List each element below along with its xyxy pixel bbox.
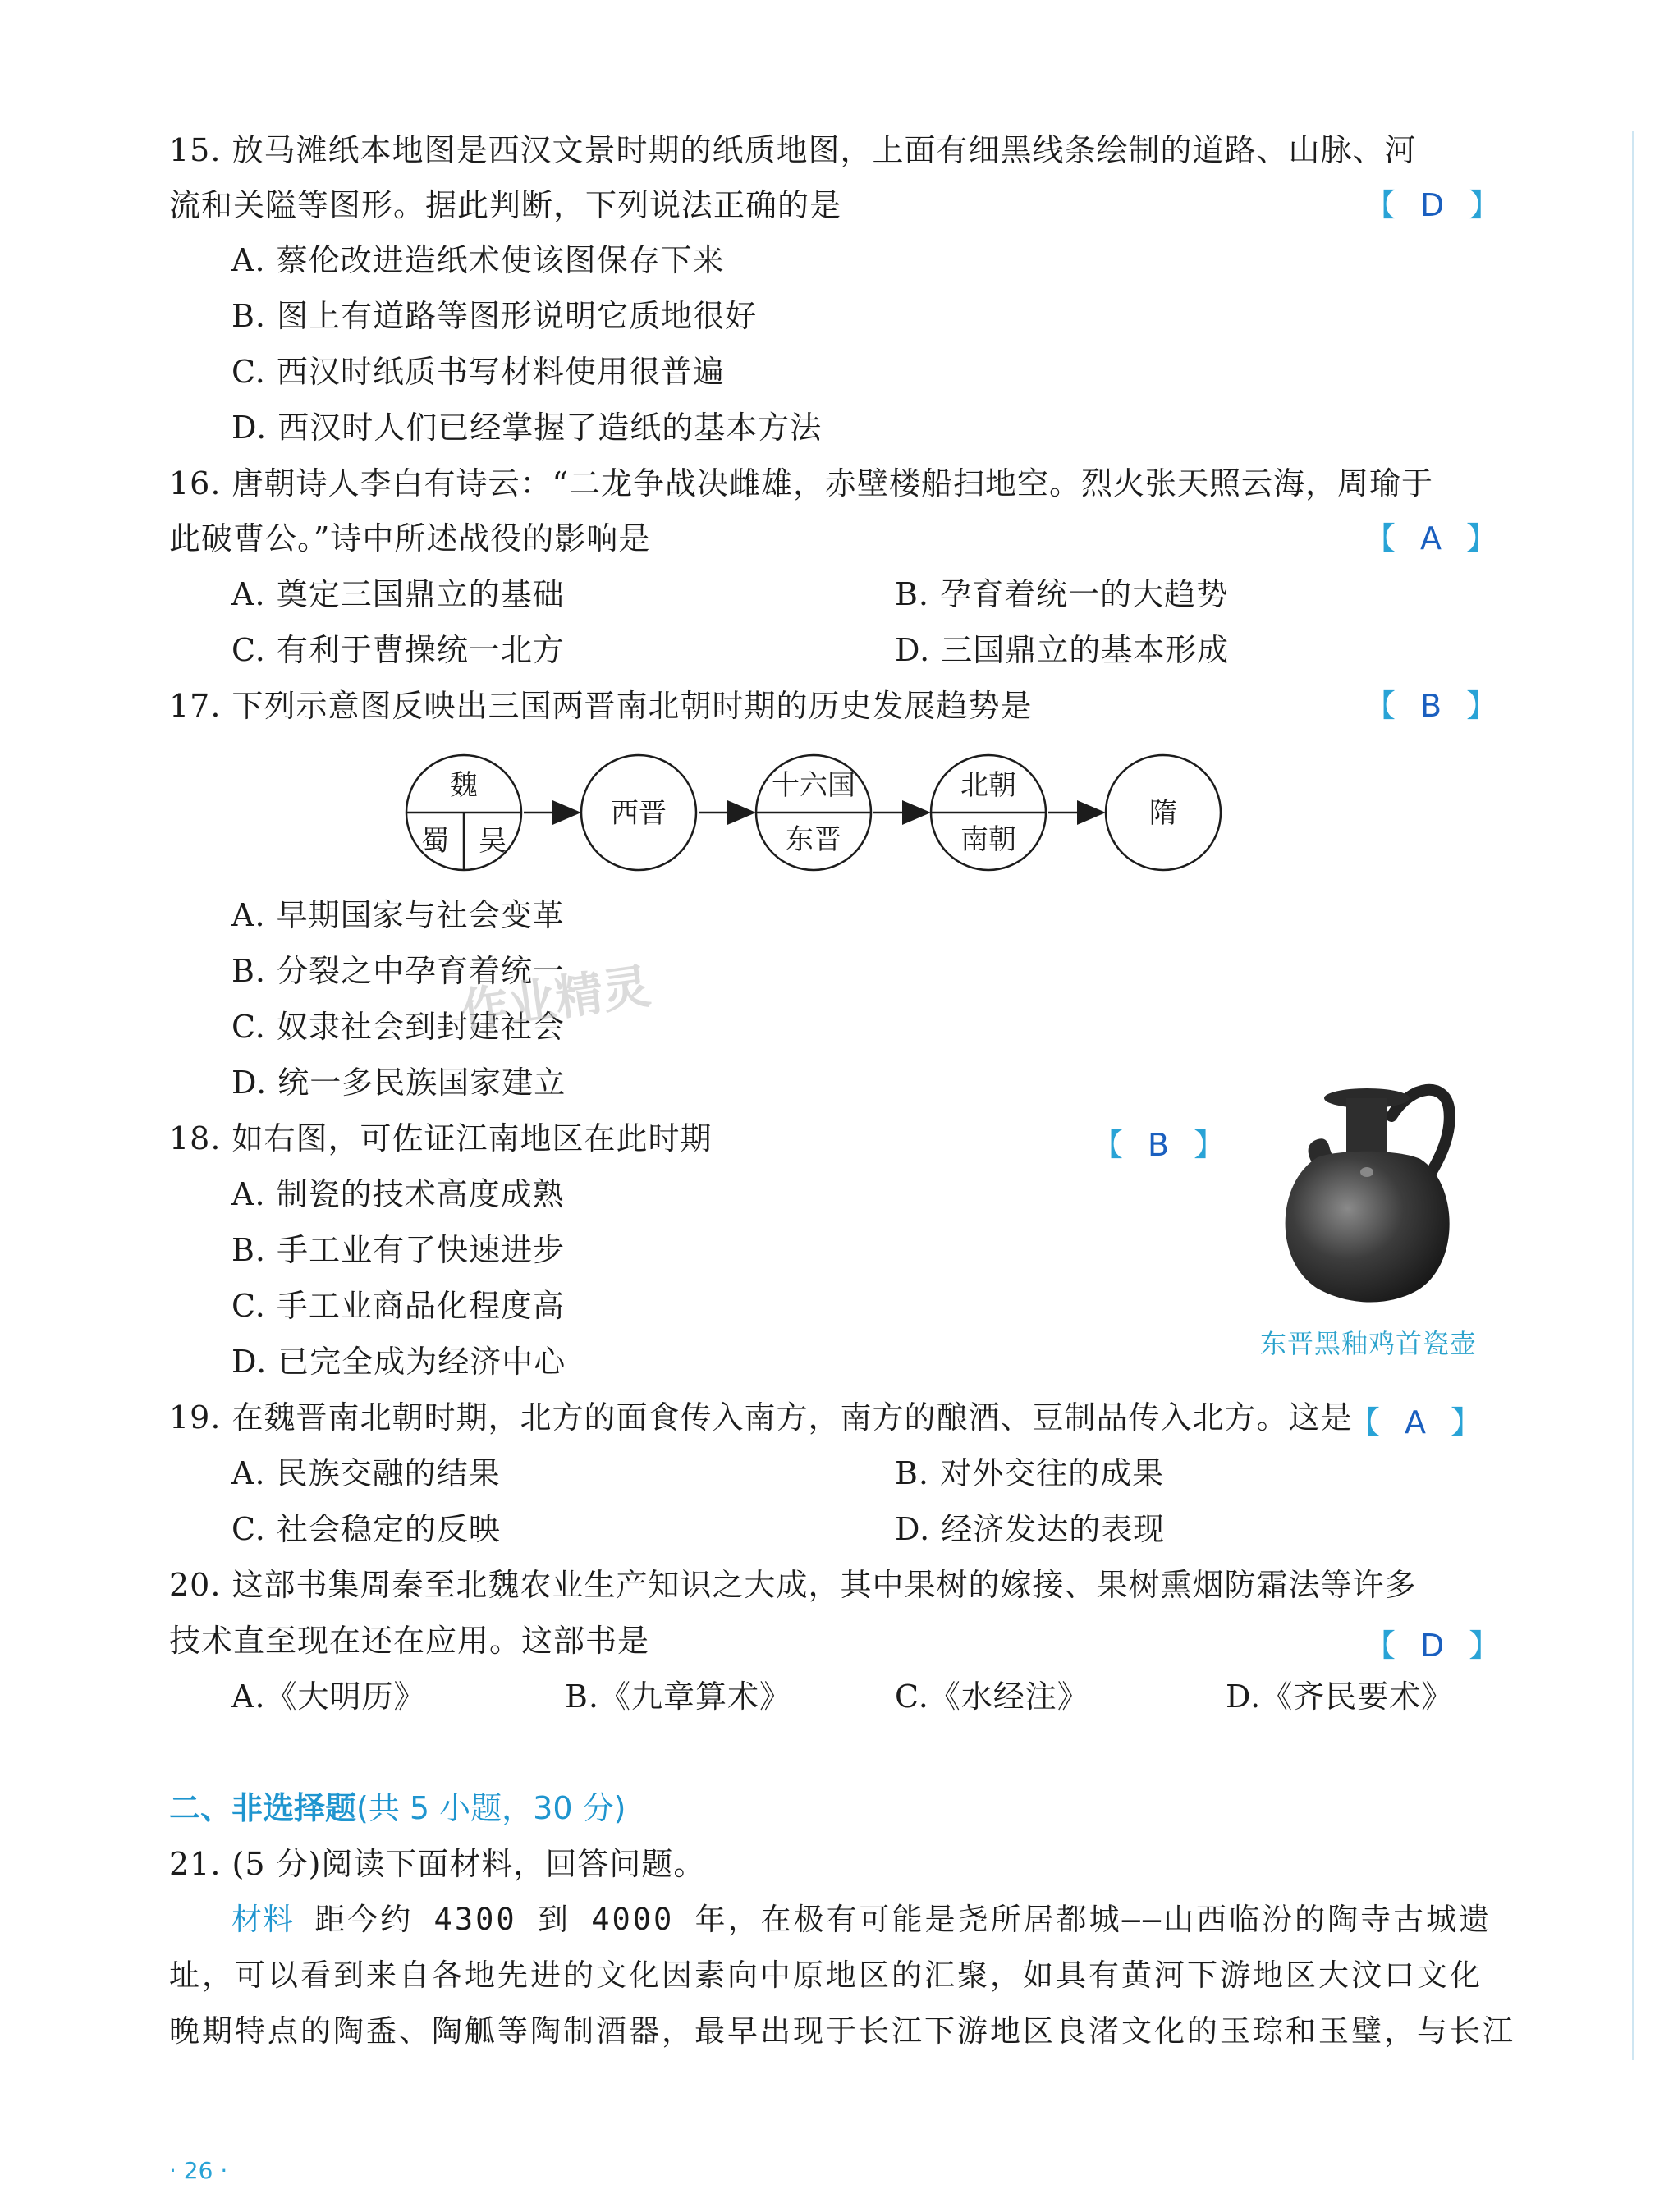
q20-option-c: C.《水经注》 [895, 1678, 1089, 1715]
q20-stem-line1: 20. 这部书集周秦至北魏农业生产知识之大成，其中果树的嫁接、果树熏烟防霜法等许多 [169, 1567, 1417, 1603]
q15-option-d: D. 西汉时人们已经掌握了造纸的基本方法 [231, 410, 823, 446]
q20-option-d: D.《齐民要术》 [1226, 1678, 1454, 1715]
label-sui: 隋 [1149, 797, 1177, 830]
page-number: · 26 · [169, 2157, 228, 2184]
q18-option-c: C. 手工业商品化程度高 [231, 1288, 565, 1324]
q20-option-a: A.《大明历》 [231, 1678, 426, 1715]
q17-stem: 17. 下列示意图反映出三国两晋南北朝时期的历史发展趋势是 [169, 688, 1033, 724]
q18-answer-letter: B [1148, 1127, 1170, 1163]
q18-option-a: A. 制瓷的技术高度成熟 [231, 1176, 565, 1212]
black-glazed-ewer-image [1268, 1067, 1465, 1313]
label-western-jin: 西晋 [611, 797, 667, 830]
material-text-line1: 距今约 4300 到 4000 年，在极有可能是尧所居都城——山西临汾的陶寺古城遗 [294, 1902, 1492, 1937]
q16-option-a: A. 奠定三国鼎立的基础 [231, 576, 565, 612]
q19-option-d: D. 经济发达的表现 [895, 1511, 1166, 1547]
q17-option-a: A. 早期国家与社会变革 [231, 897, 565, 933]
q16-option-d: D. 三国鼎立的基本形成 [895, 632, 1230, 668]
q16-option-b: B. 孕育着统一的大趋势 [895, 576, 1229, 612]
page-edge-line [1632, 131, 1634, 2060]
q21-material-line2: 址，可以看到来自各地先进的文化因素向中原地区的汇聚，如具有黄河下游地区大汶口文化 [169, 1958, 1483, 1993]
q17-answer-letter: B [1420, 688, 1442, 724]
q20-answer-letter: D [1420, 1628, 1445, 1664]
material-label: 材料 [231, 1902, 294, 1937]
q15-option-b: B. 图上有道路等图形说明它质地很好 [231, 298, 758, 334]
q15-stem-line2: 流和关隘等图形。据此判断，下列说法正确的是 [169, 187, 842, 223]
q16-stem-line2: 此破曹公。”诗中所述战役的影响是 [169, 520, 651, 556]
section-title-main: 二、非选择题 [169, 1790, 357, 1826]
q16-answer-letter: A [1420, 520, 1442, 556]
q15-answer: 【 D 】 [1364, 187, 1501, 223]
q15-answer-letter: D [1420, 187, 1445, 223]
label-sixteen-kingdoms: 十六国 [772, 769, 855, 802]
section-title [169, 1788, 626, 1829]
label-wei: 魏 [450, 769, 478, 802]
q16-stem-line1: 16. 唐朝诗人李白有诗云：“二龙争战决雌雄，赤壁楼船扫地空。烈火张天照云海，周瑜于 [169, 465, 1433, 501]
q21-stem: 21. (5 分)阅读下面材料，回答问题。 [169, 1846, 706, 1882]
label-wu: 吴 [479, 825, 507, 858]
q18-stem: 18. 如右图，可佐证江南地区在此时期 [169, 1120, 713, 1156]
watermark: 作业精灵 [457, 958, 654, 1040]
q21-material-line3: 晚期特点的陶盉、陶觚等陶制酒器，最早出现于长江下游地区良渚文化的玉琮和玉璧，与长江 [169, 2013, 1515, 2049]
q19-stem: 19. 在魏晋南北朝时期，北方的面食传入南方，南方的酿酒、豆制品传入北方。这是 [169, 1399, 1353, 1436]
q18-option-b: B. 手工业有了快速进步 [231, 1232, 566, 1268]
q20-answer: 【 D 】 [1364, 1628, 1501, 1664]
q17-answer: 【 B 】 [1364, 688, 1498, 724]
label-northern-dynasties: 北朝 [960, 769, 1016, 802]
section-title-sub: (共 5 小题，30 分) [356, 1790, 626, 1826]
q21-material-line1 [231, 1898, 1492, 1942]
q15-option-a: A. 蔡伦改进造纸术使该图保存下来 [231, 242, 725, 278]
q17-option-d: D. 统一多民族国家建立 [231, 1065, 566, 1101]
q17-option-b: B. 分裂之中孕育着统一 [231, 953, 566, 989]
label-eastern-jin: 东晋 [786, 823, 841, 856]
image-caption: 东晋黑釉鸡首瓷壶 [1260, 1328, 1478, 1359]
q20-option-b: B.《九章算术》 [565, 1678, 792, 1715]
q16-option-c: C. 有利于曹操统一北方 [231, 632, 565, 668]
q19-option-c: C. 社会稳定的反映 [231, 1511, 501, 1547]
history-trend-diagram [402, 747, 1240, 878]
q19-answer-letter: A [1405, 1404, 1427, 1440]
q18-option-d: D. 已完全成为经济中心 [231, 1344, 566, 1380]
label-southern-dynasties: 南朝 [960, 823, 1016, 856]
q15-stem-line1: 15. 放马滩纸本地图是西汉文景时期的纸质地图，上面有细黑线条绘制的道路、山脉、河 [169, 132, 1417, 168]
q20-stem-line2: 技术直至现在还在应用。这部书是 [169, 1623, 650, 1659]
q15-option-c: C. 西汉时纸质书写材料使用很普遍 [231, 354, 725, 390]
q19-answer: 【 A 】 [1349, 1404, 1483, 1440]
q18-answer: 【 B 】 [1092, 1127, 1226, 1163]
q19-option-b: B. 对外交往的成果 [895, 1455, 1165, 1491]
q17-option-c: C. 奴隶社会到封建社会 [231, 1009, 565, 1045]
label-shu: 蜀 [421, 825, 449, 858]
q16-answer: 【 A 】 [1364, 520, 1498, 556]
q19-option-a: A. 民族交融的结果 [231, 1455, 501, 1491]
